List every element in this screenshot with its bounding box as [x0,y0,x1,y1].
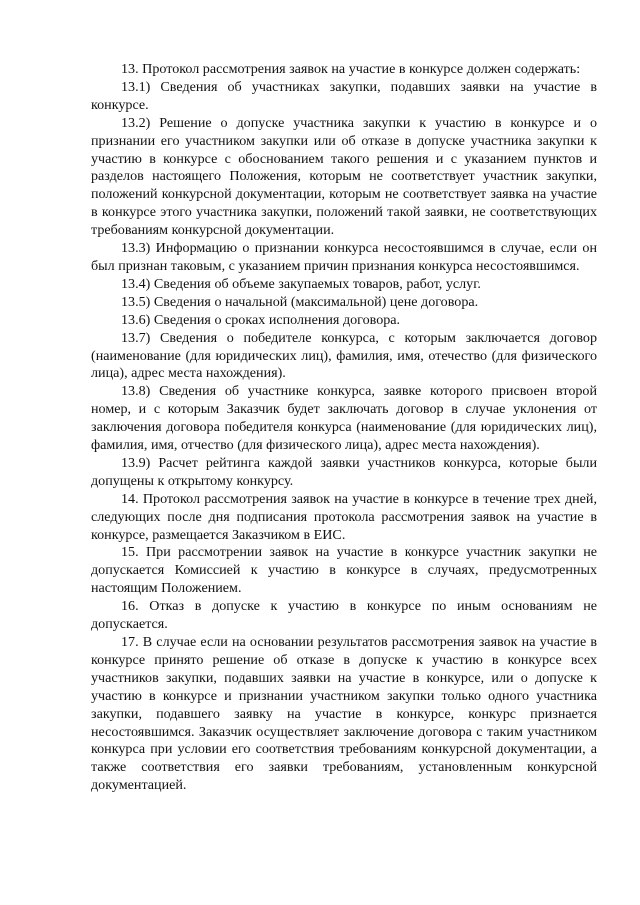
paragraph-16: 16. Отказ в допуске к участию в конкурсе по иным основаниям не допускается. [91,598,597,633]
paragraph-14: 14. Протокол рассмотрения заявок на участие в конкурсе в течение трех дней, следующих после дня подписания протокола рассмотрения заявок на участие в конкурсе, размещается Заказчиком в ЕИС. [91,490,597,543]
paragraph-17: 17. В случае если на основании результатов рассмотрения заявок на участие в конкурсе принято решение об отказе в допуске к участию в конкурсе всех участников закупки, подавших заявки на участие в конкурсе, или о допуске к участию в конкурсе и признании участником закупки только одного участника закупки, подавшего заявку на участие в конкурсе, конкурс признается несостоявшимся. Заказчик осуществляет заключение договора с таким участником конкурса при условии его соответствия требованиям конкурсной документации, а также соответствия его заявки требованиям, установленным конкурсной документацией. [91,634,597,794]
paragraph-13-5: 13.5) Сведения о начальной (максимальной) цене договора. [121,293,479,310]
paragraph-13-8: 13.8) Сведения об участнике конкурса, заявке которого присвоен второй номер, и с которым Заказчик будет заключать договор в случае уклонения от заключения договора победителя конкурса (наименование (для юридических лиц), фамилия, имя, отчество (для физического лица), адрес места нахождения). [91,383,597,454]
document-body [91,61,597,795]
paragraph-13-7: 13.7) Сведения о победителе конкурса, с которым заключается договор (наименование (для юридических лиц), фамилия, имя, отечество (для физического лица), адрес места нахождения). [91,329,597,382]
paragraph-13-6: 13.6) Сведения о сроках исполнения договора. [121,311,401,328]
paragraph-13-4: 13.4) Сведения об объеме закупаемых товаров, работ, услуг. [121,275,481,292]
paragraph-13-9: 13.9) Расчет рейтинга каждой заявки участников конкурса, которые были допущены к открытому конкурсу. [91,454,597,489]
paragraph-13: 13. Протокол рассмотрения заявок на участие в конкурсе должен содержать: [121,61,581,77]
paragraph-13-2: 13.2) Решение о допуске участника закупки к участию в конкурсе и о признании его участником закупки или об отказе в допуске участника закупки к участию в конкурсе с обоснованием такого решения и с указанием пунктов и разделов настоящего Положения, которым не соответствует участник закупки, положений конкурсной документации, которым не соответствует заявка на участие в конкурсе этого участника закупки, положений такой заявки, не соответствующих требованиям конкурсной документации. [91,114,597,239]
paragraph-15: 15. При рассмотрении заявок на участие в конкурсе участник закупки не допускается Комиссией к участию в конкурсе в случаях, предусмотренных настоящим Положением. [91,544,597,597]
paragraph-13-1: 13.1) Сведения об участниках закупки, подавших заявки на участие в конкурсе. [91,78,597,113]
paragraph-13-3: 13.3) Информацию о признании конкурса несостоявшимся в случае, если он был признан таковым, с указанием причин признания конкурса несостоявшимся. [91,240,597,274]
